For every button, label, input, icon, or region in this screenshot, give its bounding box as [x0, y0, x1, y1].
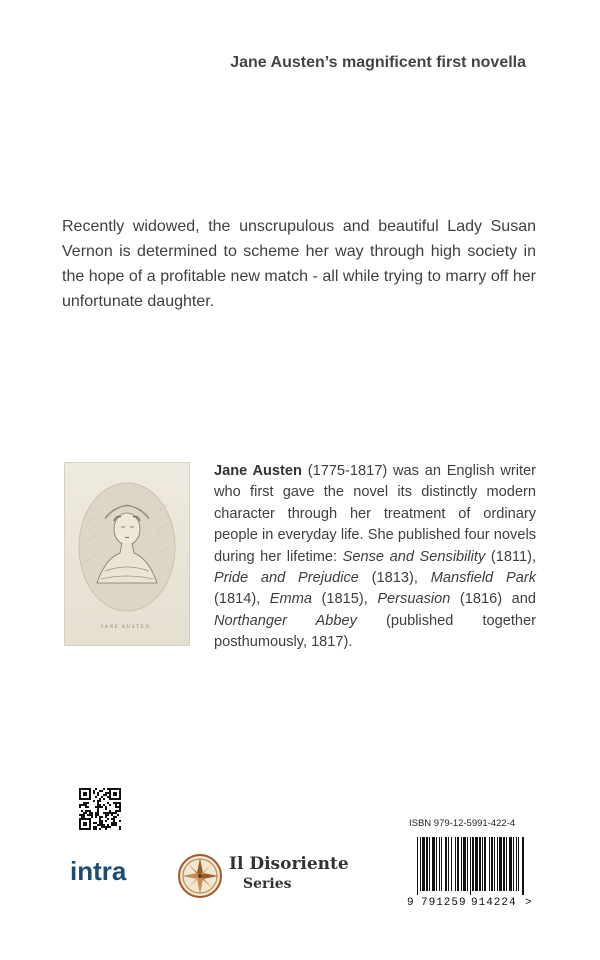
qr-module	[101, 796, 103, 798]
qr-module	[93, 822, 95, 824]
barcode-bar	[429, 837, 430, 891]
barcode-bar	[420, 837, 421, 891]
qr-module	[89, 812, 91, 814]
qr-module	[97, 792, 99, 794]
qr-module	[113, 820, 115, 822]
qr-module	[105, 814, 107, 816]
qr-module	[81, 814, 83, 816]
barcode-bar	[518, 837, 519, 891]
qr-module	[101, 816, 103, 818]
qr-module	[119, 808, 121, 810]
qr-module	[91, 812, 93, 814]
qr-module	[103, 826, 105, 828]
qr-module	[95, 826, 97, 828]
barcode-bar	[436, 837, 437, 891]
qr-module	[85, 806, 87, 808]
qr-module	[97, 808, 99, 810]
qr-module	[117, 802, 119, 804]
barcode-bar	[475, 837, 478, 891]
qr-module	[81, 804, 83, 806]
qr-module	[119, 826, 121, 828]
qr-module	[109, 826, 111, 828]
qr-module	[95, 816, 97, 818]
barcode-bar	[451, 837, 452, 891]
barcode-bar	[470, 837, 471, 895]
qr-module	[79, 806, 81, 808]
qr-module	[115, 824, 117, 826]
qr-module	[107, 824, 109, 826]
qr-module	[103, 794, 105, 796]
bio-text: (1811),	[485, 548, 536, 565]
qr-module	[101, 790, 103, 792]
qr-module	[111, 822, 113, 824]
barcode-bar	[494, 837, 495, 891]
bio-text: (1813),	[358, 570, 431, 587]
barcode-bar	[467, 837, 468, 891]
qr-module	[97, 800, 99, 802]
qr-module	[95, 814, 97, 816]
barcode-bar	[422, 837, 425, 891]
qr-module	[83, 816, 85, 818]
qr-module	[89, 814, 91, 816]
barcode-bar	[497, 837, 498, 891]
qr-module	[115, 822, 117, 824]
book-title: Pride and Prejudice	[214, 570, 359, 587]
qr-module	[85, 804, 87, 806]
bio-text: (1814),	[214, 591, 270, 608]
qr-module	[113, 824, 115, 826]
barcode-digits-left: 791259	[421, 897, 467, 907]
book-title: Northanger Abbey	[214, 612, 357, 629]
qr-module	[113, 812, 115, 814]
back-cover-blurb: Recently widowed, the unscrupulous and beautiful Lady Susan Vernon is determined to scheme her way through high society in the hope of a profitable new match - all while trying to marry off her unfortunate daughter.	[62, 218, 536, 310]
series-label: Series	[243, 876, 292, 892]
barcode-bar	[472, 837, 474, 891]
qr-module	[83, 814, 85, 816]
qr-module	[115, 806, 117, 808]
qr-module	[91, 814, 93, 816]
qr-module	[99, 818, 101, 820]
barcode-bar	[509, 837, 512, 891]
qr-module	[105, 792, 107, 794]
qr-module	[119, 810, 121, 812]
qr-module	[97, 824, 99, 826]
qr-module	[95, 822, 97, 824]
qr-module	[97, 806, 99, 808]
author-name: Jane Austen	[214, 463, 302, 479]
qr-module	[113, 816, 115, 818]
qr-module	[87, 814, 89, 816]
qr-module	[95, 828, 97, 830]
barcode-bar	[499, 837, 502, 891]
author-portrait	[64, 462, 190, 646]
barcode-bar	[457, 837, 459, 891]
qr-module	[113, 818, 115, 820]
qr-module	[101, 824, 103, 826]
bio-text: (1816) and	[450, 591, 536, 608]
qr-module	[101, 822, 103, 824]
compass-icon	[177, 853, 223, 904]
qr-module	[115, 802, 117, 804]
barcode-end-mark: >	[525, 897, 532, 907]
qr-module	[115, 804, 117, 806]
barcode-bar	[506, 837, 507, 891]
qr-module	[105, 828, 107, 830]
qr-module	[105, 806, 107, 808]
qr-module	[97, 802, 99, 804]
qr-module	[111, 812, 113, 814]
qr-module	[107, 818, 109, 820]
qr-module	[107, 792, 109, 794]
qr-module	[109, 810, 111, 812]
qr-module	[97, 812, 99, 814]
qr-module	[115, 810, 117, 812]
barcode-bar	[448, 837, 449, 891]
qr-module	[93, 828, 95, 830]
qr-module	[103, 812, 105, 814]
barcode-bar	[489, 837, 490, 891]
qr-module	[93, 792, 95, 794]
barcode-bar	[503, 837, 505, 891]
barcode-bar	[463, 837, 466, 891]
qr-module	[101, 826, 103, 828]
barcode-bar	[491, 837, 493, 891]
qr-module	[97, 810, 99, 812]
barcode-bar	[482, 837, 483, 891]
qr-module	[119, 820, 121, 822]
qr-module	[105, 820, 107, 822]
qr-module	[85, 810, 87, 812]
qr-module	[101, 820, 103, 822]
barcode-digit-first: 9	[407, 897, 414, 907]
barcode-bar	[445, 837, 447, 891]
qr-module	[95, 812, 97, 814]
qr-module	[109, 812, 111, 814]
book-title: Mansfield Park	[430, 570, 536, 587]
author-bio	[214, 461, 536, 654]
barcode-bar	[522, 837, 524, 895]
qr-module	[109, 804, 111, 806]
qr-module	[97, 804, 99, 806]
series-logo	[229, 854, 349, 894]
qr-module	[111, 824, 113, 826]
barcode-bar	[484, 837, 486, 891]
book-title: Emma	[269, 591, 312, 608]
series-name: Il Disoriente	[229, 854, 349, 874]
barcode-bar	[479, 837, 481, 891]
qr-module	[107, 796, 109, 798]
qr-module	[93, 800, 95, 802]
qr-module	[99, 816, 101, 818]
qr-module	[83, 804, 85, 806]
book-title: Sense and Sensibility	[342, 548, 486, 565]
bio-text: (1815),	[311, 591, 378, 608]
qr-module	[107, 788, 109, 790]
qr-module	[117, 814, 119, 816]
qr-module	[83, 802, 85, 804]
qr-module	[113, 802, 115, 804]
qr-module	[103, 788, 105, 790]
qr-module	[113, 822, 115, 824]
barcode-bar	[441, 837, 442, 891]
intra-logo: intra	[70, 856, 127, 886]
qr-module	[99, 824, 101, 826]
qr-module	[85, 802, 87, 804]
barcode-bar	[439, 837, 440, 891]
qr-module	[99, 804, 101, 806]
qr-module	[105, 812, 107, 814]
qr-module	[91, 816, 93, 818]
barcode-digits-right: 914224	[471, 897, 517, 907]
qr-module	[103, 804, 105, 806]
qr-module	[89, 810, 91, 812]
barcode-bar	[513, 837, 514, 891]
portrait-caption: JANE AUSTEN.	[100, 625, 154, 630]
qr-module	[81, 816, 83, 818]
barcode-bar	[426, 837, 428, 891]
qr-code[interactable]	[78, 787, 122, 836]
qr-module	[111, 814, 113, 816]
qr-module	[107, 814, 109, 816]
qr-module	[95, 788, 97, 790]
barcode-bar	[417, 837, 418, 895]
qr-module	[105, 826, 107, 828]
qr-module	[115, 812, 117, 814]
qr-module	[103, 824, 105, 826]
barcode-bar	[516, 837, 517, 891]
qr-module	[107, 802, 109, 804]
qr-module	[99, 790, 101, 792]
barcode-bar	[461, 837, 462, 891]
qr-module	[87, 802, 89, 804]
barcode-bar	[455, 837, 456, 891]
qr-module	[97, 794, 99, 796]
bio-text: (published together posthumously, 1817).	[214, 612, 536, 651]
qr-module	[119, 806, 121, 808]
barcode-bar	[432, 837, 435, 891]
isbn-label: ISBN 979-12-5991-422-4	[409, 818, 516, 829]
qr-module	[117, 806, 119, 808]
qr-module	[103, 798, 105, 800]
qr-module	[97, 814, 99, 816]
qr-module	[119, 802, 121, 804]
qr-module	[105, 808, 107, 810]
qr-module	[95, 796, 97, 798]
qr-module	[99, 822, 101, 824]
tagline: Jane Austen’s magnificent first novella	[230, 54, 526, 71]
qr-module	[115, 816, 117, 818]
qr-module	[105, 794, 107, 796]
qr-module	[85, 812, 87, 814]
qr-module	[99, 806, 101, 808]
qr-module	[107, 812, 109, 814]
qr-module	[99, 828, 101, 830]
qr-module	[105, 816, 107, 818]
qr-module	[119, 804, 121, 806]
qr-module	[87, 810, 89, 812]
book-title: Persuasion	[377, 591, 451, 608]
qr-module	[93, 790, 95, 792]
qr-module	[79, 804, 81, 806]
qr-module	[101, 806, 103, 808]
qr-module	[99, 798, 101, 800]
qr-module	[119, 828, 121, 830]
qr-module	[107, 826, 109, 828]
qr-module	[99, 820, 101, 822]
qr-module	[83, 812, 85, 814]
bio-text: (1775-1817) was an English writer who first gave the novel its distinctly modern character through her treatment of ordinary people in everyday life. She published four novels during her lifetime:	[214, 463, 536, 565]
qr-module	[117, 810, 119, 812]
qr-module	[111, 818, 113, 820]
qr-module	[99, 800, 101, 802]
qr-module	[81, 810, 83, 812]
qr-module	[93, 826, 95, 828]
qr-module	[79, 814, 81, 816]
qr-module	[95, 806, 97, 808]
isbn-barcode	[405, 835, 535, 912]
qr-module	[87, 806, 89, 808]
